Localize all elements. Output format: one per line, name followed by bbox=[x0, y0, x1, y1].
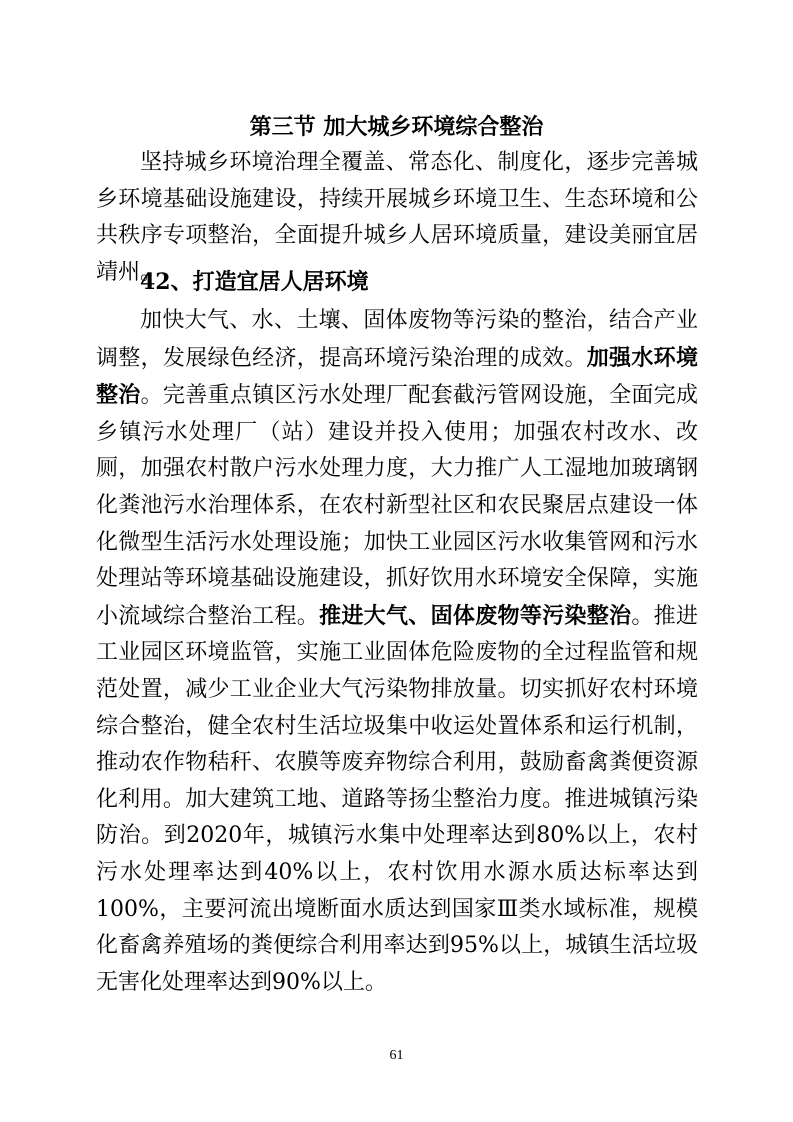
water-text: 。完善重点镇区污水处理厂配套截污管网设施，全面完成乡镇污水处理厂（站）建设并投入使用；加强农村改水、改厕，加强农村散户污水处理力度，大力推广人工湿地加玻璃钢化粪池污水治理体系，在农村新型社区和农民聚居点建设一体化微型生活污水处理设施；加快工业园区污水收集管网和污水处理站等环境基础设施建设，抓好饮用水环境安全保障，实施小流域综合整治工程。 bbox=[96, 383, 698, 629]
body-paragraph bbox=[96, 303, 698, 1001]
air-heading: 推进大气、固体废物等污染整治 bbox=[319, 602, 632, 629]
page-number: 61 bbox=[389, 1048, 404, 1063]
subheading: 42、打造宜居人居环境 bbox=[140, 269, 369, 295]
body-lead: 加快大气、水、土壤、固体废物等污染的整治，结合产业调整，发展绿色经济，提高环境污染治理的成效。 bbox=[96, 308, 698, 371]
intro-paragraph: 坚持城乡环境治理全覆盖、常态化、制度化，逐步完善城乡环境基础设施建设，持续开展城乡环境卫生、生态环境和公共秩序专项整治，全面提升城乡人居环境质量，建设美丽宜居靖州。 bbox=[96, 150, 698, 285]
water-heading: 加强水环境整治 bbox=[96, 344, 698, 409]
air-text: 。推进工业园区环境监管，实施工业固体危险废物的全过程监管和规范处置，减少工业企业大气污染物排放量。切实抓好农村环境综合整治，健全农村生活垃圾集中收运处置体系和运行机制，推动农作物秸秆、农膜等废弃物综合利用，鼓励畜禽粪便资源化利用。加大建筑工地、道路等扬尘整治力度。推进城镇污染防治。到2020年，城镇污水集中处理率达到80%以上，农村污水处理率达到40%以上，农村饮用水源水质达标率达到100%，主要河流出境断面水质达到国家Ⅲ类水域标准，规模化畜禽养殖场的粪便综合利用率达到95%以上，城镇生活垃圾无害化处理率达到90%以上。 bbox=[96, 603, 698, 995]
section-title: 第三节 加大城乡环境综合整治 bbox=[249, 114, 544, 140]
